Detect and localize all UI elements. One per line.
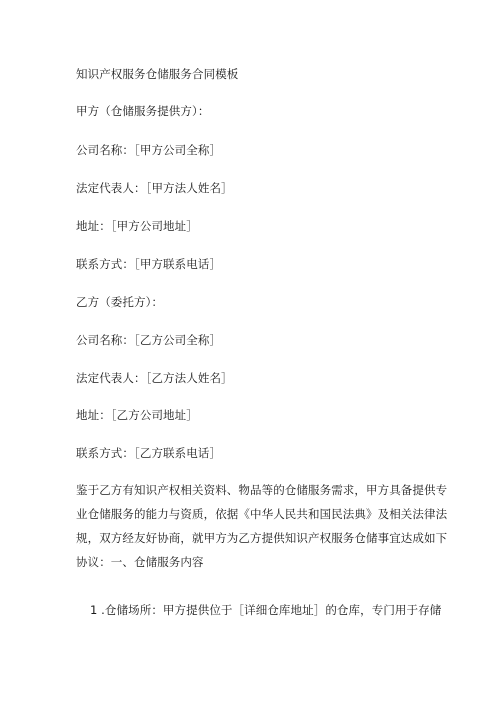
party-a-legal-rep: 法定代表人：［甲方法人姓名］ xyxy=(76,181,233,195)
clause-1-text: 1 .仓储场所：甲方提供位于［详细仓库地址］的仓库，专门用于存储 xyxy=(90,603,442,617)
party-b-address: 地址：［乙方公司地址］ xyxy=(76,408,198,422)
preamble-paragraph xyxy=(76,478,448,574)
preamble-line: 鉴于乙方有知识产权相关资料、物品等的仓储服务需求，甲方具备提供专 xyxy=(76,483,448,497)
party-b-contact: 联系方式：［乙方联系电话］ xyxy=(76,446,222,460)
party-a-contact: 联系方式：［甲方联系电话］ xyxy=(76,257,222,271)
document-title: 知识产权服务仓储服务合同模板 xyxy=(76,67,239,81)
party-b-heading: 乙方（委托方）： xyxy=(76,295,164,309)
party-b-company: 公司名称：［乙方公司全称］ xyxy=(76,333,222,347)
party-a-address: 地址：［甲方公司地址］ xyxy=(76,219,198,233)
preamble-line: 协议：一、仓储服务内容 xyxy=(76,555,204,569)
party-b-legal-rep: 法定代表人：［乙方法人姓名］ xyxy=(76,371,233,385)
preamble-line: 业仓储服务的能力与资质，依据《中华人民共和国民法典》及相关法律法 xyxy=(76,507,448,521)
party-a-company: 公司名称：［甲方公司全称］ xyxy=(76,143,222,157)
preamble-line: 规，双方经友好协商，就甲方为乙方提供知识产权服务仓储事宜达成如下 xyxy=(76,531,448,545)
party-a-heading: 甲方（仓储服务提供方）： xyxy=(76,104,210,118)
